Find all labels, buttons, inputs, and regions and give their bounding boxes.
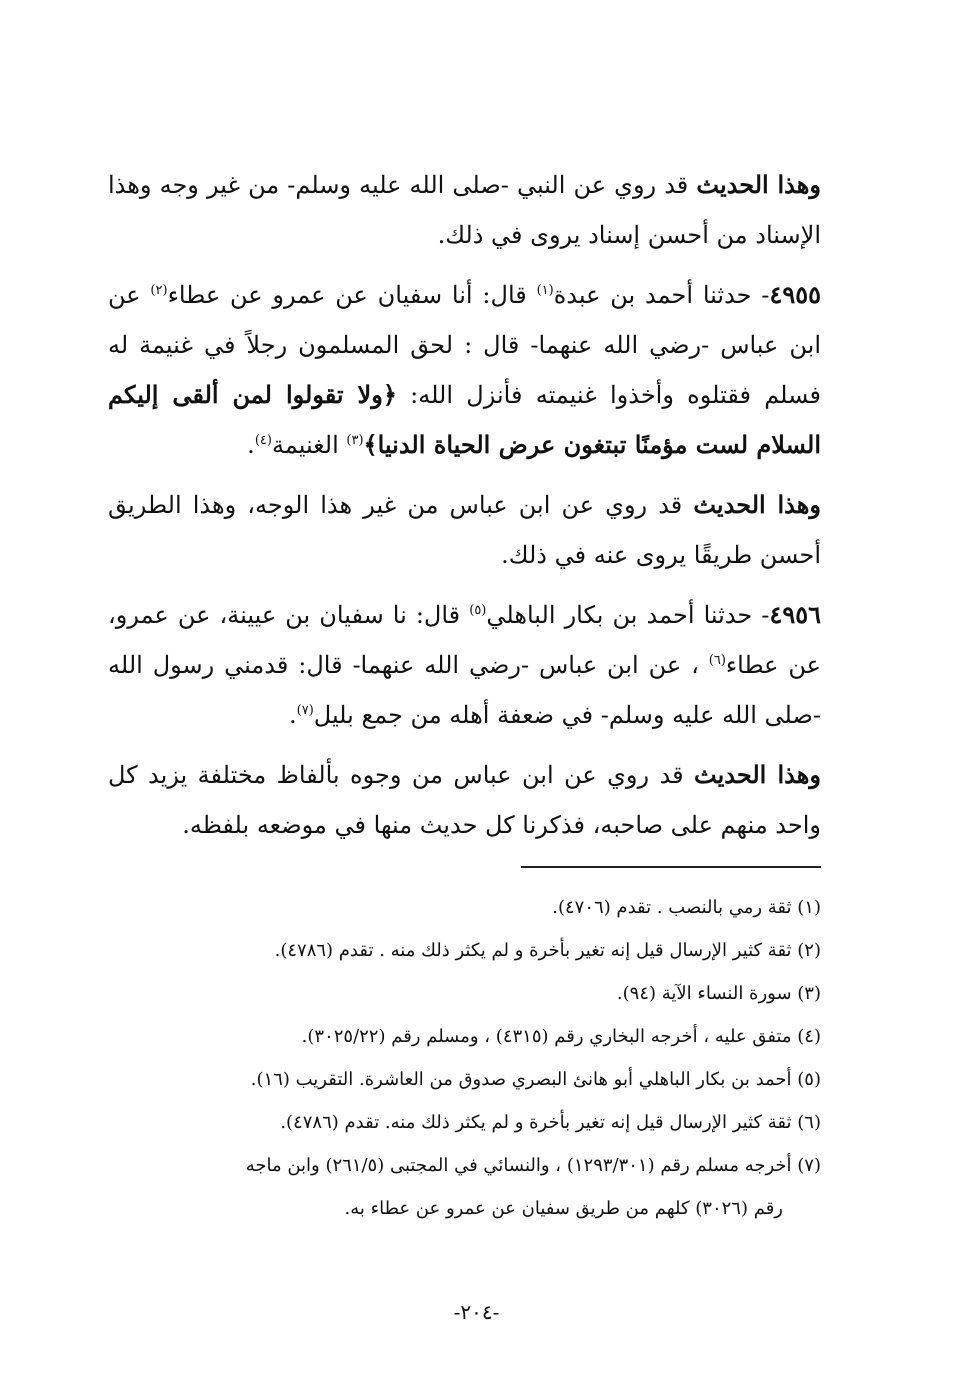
paragraph-text: قال: أنا سفيان عن عمرو عن عطاء <box>167 281 537 309</box>
quran-verse: ﴿ولا تقولوا لمن ألقى إليكم السلام لست مؤمنًا تبتغون عرض الحياة الدنيا﴾ <box>108 380 821 459</box>
footnote-ref: (١) <box>536 283 554 298</box>
paragraph-hadith-4955 <box>108 270 821 470</box>
footnote-ref: (٤) <box>254 433 272 448</box>
footnote-7-line-1: (٧) أخرجه مسلم رقم (١٢٩٣/٣٠١) ، والنسائي في المجتبى (٢٦١/٥) وابن ماجه <box>245 1155 821 1176</box>
hadith-number: ٤٩٥٥ <box>769 280 822 309</box>
paragraph-hadith-note-3 <box>108 750 821 850</box>
paragraph-text: الغنيمة <box>271 431 347 459</box>
footnote-ref: (٧) <box>296 703 314 718</box>
paragraph-text: قد روي عن النبي -صلى الله عليه وسلم- من غير وجه وهذا الإسناد من أحسن إسناد يروى في ذلك. <box>108 171 821 249</box>
footnote-2: (٢) ثقة كثير الإرسال قيل إنه تغير بأخرة و لم يكثر ذلك منه . تقدم (٤٧٨٦). <box>274 940 821 961</box>
paragraph-text: . <box>247 431 255 459</box>
footnote-ref: (٢) <box>150 283 168 298</box>
footnote-4: (٤) متفق عليه ، أخرجه البخاري رقم (٤٣١٥) ، ومسلم رقم (٣٠٢٥/٢٢). <box>301 1026 821 1047</box>
paragraph-text: قد روي عن ابن عباس من وجوه بألفاظ مختلفة يزيد كل واحد منهم على صاحبه، فذكرنا كل حديث منها في موضعه بلفظه. <box>108 761 821 839</box>
paragraph-lead: وهذا الحديث <box>696 170 822 199</box>
hadith-number: ٤٩٥٦ <box>769 600 821 629</box>
paragraph-hadith-4956 <box>108 590 821 740</box>
paragraph-text: ، عن ابن عباس -رضي الله عنهما- قال: قدمني رسول الله -صلى الله عليه وسلم- في ضعفة أهله من جمع بليل <box>108 651 821 729</box>
paragraph-text: . <box>288 701 297 729</box>
page-number: -٢٠٤- <box>453 1300 500 1324</box>
footnote-5: (٥) أحمد بن بكار الباهلي أبو هانئ البصري صدوق من العاشرة. التقريب (١٦). <box>250 1069 821 1090</box>
paragraph-text: عن ابن عباس -رضي الله عنهما- قال : لحق المسلمون رجلاً في غنيمة له فسلم فقتلوه وأخذوا غنيمته فأنزل الله: <box>108 281 822 409</box>
footnote-1: (١) ثقة رمي بالنصب . تقدم (٤٧٠٦). <box>552 897 821 918</box>
paragraph-text: قال: نا سفيان بن عيينة، عن عمرو، عن عطاء <box>108 601 821 679</box>
footnote-ref: (٥) <box>469 603 487 618</box>
footnotes <box>108 886 821 1230</box>
footnote-ref: (٣) <box>346 433 364 448</box>
paragraph-text: - حدثنا أحمد بن بكار الباهلي <box>486 601 770 629</box>
paragraph-text: قد روي عن ابن عباس من غير هذا الوجه، وهذا الطريق أحسن طريقًا يروى عنه في ذلك. <box>108 491 821 569</box>
footnote-ref: (٦) <box>708 653 726 668</box>
footnote-7-line-2: رقم (٣٠٢٦) كلهم من طريق سفيان عن عمرو عن عطاء به. <box>344 1198 783 1219</box>
paragraph-hadith-note-2 <box>108 480 821 580</box>
paragraph-lead: وهذا الحديث <box>694 760 822 789</box>
paragraph-lead: وهذا الحديث <box>693 490 821 519</box>
footnote-3: (٣) سورة النساء الآية (٩٤). <box>616 983 821 1004</box>
paragraph-hadith-note-1 <box>108 160 821 260</box>
paragraph-text: - حدثنا أحمد بن عبدة <box>553 281 770 309</box>
footnote-7 <box>108 1144 821 1230</box>
footnote-divider <box>521 866 821 868</box>
footnote-6: (٦) ثقة كثير الإرسال قيل إنه تغير بأخرة و لم يكثر ذلك منه. تقدم (٤٧٨٦). <box>280 1112 821 1133</box>
